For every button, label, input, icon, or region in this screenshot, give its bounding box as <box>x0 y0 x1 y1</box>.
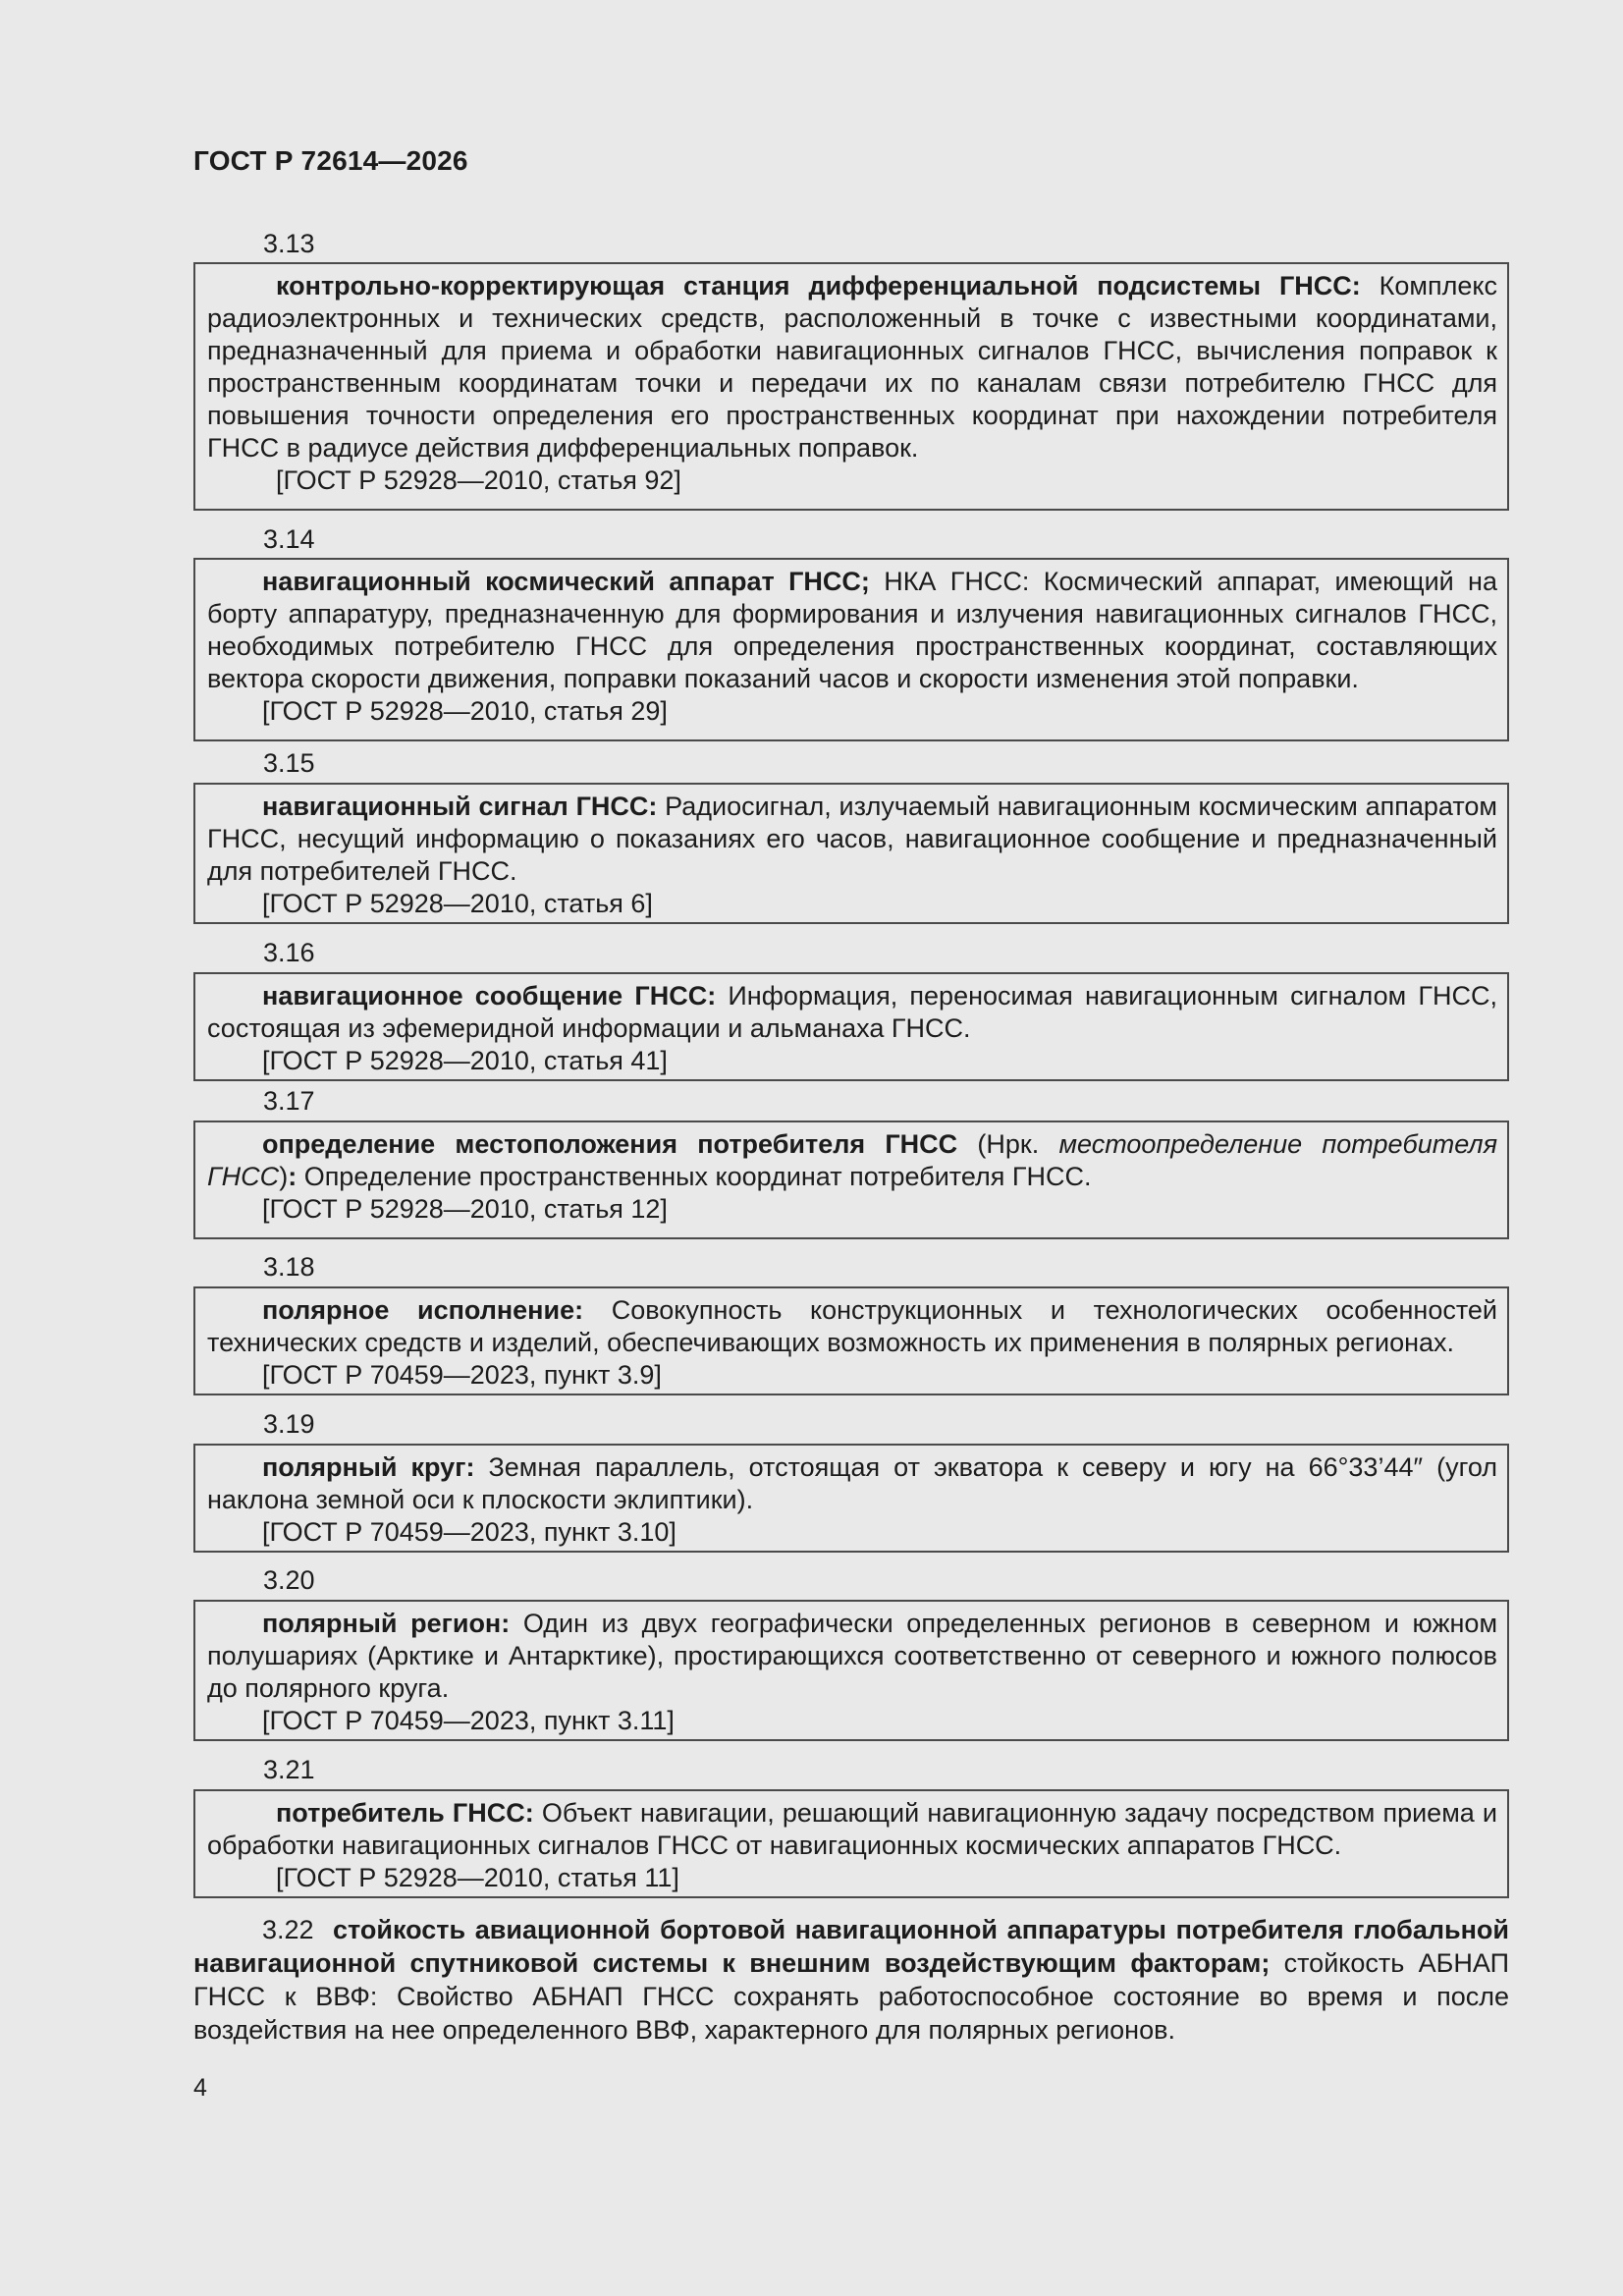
definition-paragraph <box>207 1294 1497 1359</box>
entry-number: 3.15 <box>263 748 315 778</box>
definition-paragraph <box>207 791 1497 888</box>
source-reference: [ГОСТ Р 70459—2023, пункт 3.10] <box>262 1517 676 1547</box>
term-box <box>193 262 1509 511</box>
entry-number: 3.22 <box>262 1915 314 1944</box>
term: навигационное сообщение ГНСС: <box>262 981 717 1011</box>
entry-number: 3.18 <box>263 1252 315 1282</box>
entry-number: 3.19 <box>263 1409 315 1439</box>
term: полярный регион: <box>262 1609 511 1638</box>
definition-paragraph <box>207 1608 1497 1705</box>
entry-number: 3.16 <box>263 938 315 967</box>
page-number: 4 <box>193 2074 207 2102</box>
term-box <box>193 972 1509 1081</box>
definition-paragraph <box>207 1797 1497 1862</box>
source-reference: [ГОСТ Р 52928—2010, статья 92] <box>276 465 681 495</box>
definition-paragraph <box>207 1128 1497 1193</box>
source-reference: [ГОСТ Р 52928—2010, статья 6] <box>262 889 653 918</box>
term-box <box>193 1286 1509 1395</box>
deprecated-close: ) <box>279 1162 289 1191</box>
term: определение местоположения потребителя ГНСС <box>262 1129 958 1159</box>
term: полярный круг: <box>262 1452 475 1482</box>
term-box <box>193 783 1509 924</box>
source-reference: [ГОСТ Р 70459—2023, пункт 3.11] <box>262 1706 675 1735</box>
entry-number: 3.13 <box>263 229 315 258</box>
entry-number: 3.20 <box>263 1565 315 1595</box>
term: контрольно-корректирующая станция дифференциальной подсистемы ГНСС: <box>276 271 1361 301</box>
document-header: ГОСТ Р 72614—2026 <box>193 145 468 176</box>
source-reference: [ГОСТ Р 70459—2023, пункт 3.9] <box>262 1360 662 1390</box>
deprecated-term: местоопределение потребителя ГНСС <box>207 1129 1497 1191</box>
definition-paragraph <box>207 270 1497 465</box>
definition: Один из двух географически определенных регионов в северном и южном полушариях (Арктике и Антарктике), простирающихся соответственно от северного и южного полюсов до полярного круга. <box>207 1609 1498 1703</box>
term: полярное исполнение: <box>262 1295 584 1325</box>
definition: Комплекс радиоэлектронных и технических средств, расположенный в точке с известными координатами, предназначенный для приема и обработки навигационных сигналов ГНСС, вычисления поправок к пространственным координатам точки и передачи их по каналам связи потребителю ГНСС для повышения точности определения его пространственных координат при нахождении потребителя ГНСС в радиусе действия дифференциальных поправок. <box>207 271 1497 463</box>
source-reference: [ГОСТ Р 52928—2010, статья 12] <box>262 1194 668 1224</box>
definition: стойкость АБНАП ГНСС к ВВФ: Свойство АБНАП ГНСС сохранять работоспособное состояние во время и после воздействия на нее определенного ВВФ, характерного для полярных регионов. <box>193 1948 1509 2045</box>
entry-number: 3.14 <box>263 524 315 554</box>
term: навигационный сигнал ГНСС: <box>262 792 658 821</box>
definition-paragraph-final <box>193 1913 1509 2047</box>
deprecated-open: (Нрк. <box>957 1129 1059 1159</box>
definition: Радиосигнал, излучаемый навигационным космическим аппаратом ГНСС, несущий информацию о показаниях его часов, навигационное сообщение и предназначенный для потребителей ГНСС. <box>207 792 1497 886</box>
entry-number: 3.17 <box>263 1086 315 1116</box>
term-box <box>193 1789 1509 1898</box>
term-box <box>193 1121 1509 1239</box>
entry-number: 3.21 <box>263 1755 315 1784</box>
definition: Объект навигации, решающий навигационную задачу посредством приема и обработки навигационных сигналов ГНСС от навигационных космических аппаратов ГНСС. <box>207 1798 1497 1860</box>
term-box <box>193 1600 1509 1741</box>
term-box <box>193 1444 1509 1553</box>
source-reference: [ГОСТ Р 52928—2010, статья 11] <box>276 1863 679 1892</box>
source-reference: [ГОСТ Р 52928—2010, статья 29] <box>262 696 668 726</box>
definition: Определение пространственных координат потребителя ГНСС. <box>297 1162 1092 1191</box>
definition-paragraph <box>207 980 1497 1045</box>
definition: Земная параллель, отстоящая от экватора к северу и югу на 66°33’44″ (угол наклона земной оси к плоскости эклиптики). <box>207 1452 1497 1514</box>
term-colon: : <box>288 1162 298 1191</box>
definition: Информация, переносимая навигационным сигналом ГНСС, состоящая из эфемеридной информации и альманаха ГНСС. <box>207 981 1497 1043</box>
definition: Совокупность конструкционных и технологических особенностей технических средств и изделий, обеспечивающих возможность их применения в полярных регионах. <box>207 1295 1498 1357</box>
term: потребитель ГНСС: <box>276 1798 534 1828</box>
definition-paragraph <box>207 566 1497 695</box>
definition: НКА ГНСС: Космический аппарат, имеющий на борту аппаратуру, предназначенную для формирования и излучения навигационных сигналов ГНСС, необходимых потребителю ГНСС для определения пространственных координат, составляющих вектора скорости движения, поправки показаний часов и скорости изменения этой поправки. <box>207 567 1497 693</box>
term: навигационный космический аппарат ГНСС; <box>262 567 870 596</box>
term: стойкость авиационной бортовой навигационной аппаратуры потребителя глобальной навигационной спутниковой системы к внешним воздействующим факторам; <box>193 1915 1509 1978</box>
definition-paragraph <box>207 1451 1497 1516</box>
term-box <box>193 558 1509 741</box>
source-reference: [ГОСТ Р 52928—2010, статья 41] <box>262 1046 668 1075</box>
